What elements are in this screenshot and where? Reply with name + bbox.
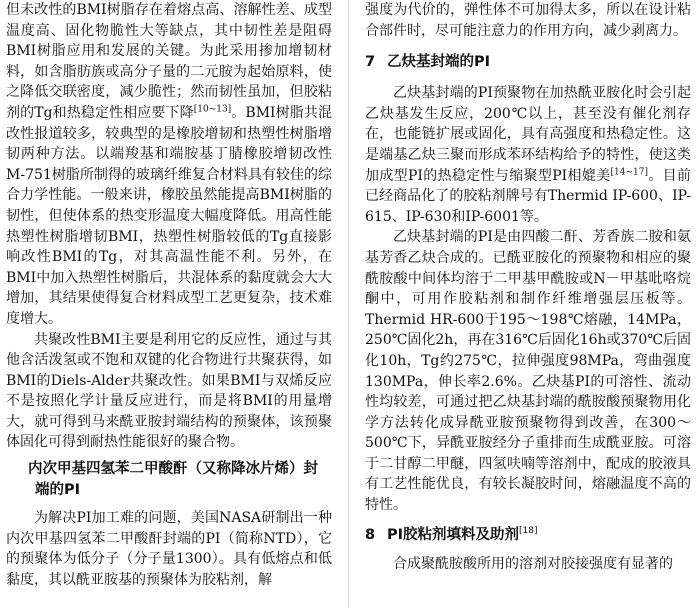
column-divider — [348, 0, 349, 608]
paragraph-text: 。目前已经商品化了的胶粘剂牌号有Thermid IP-600、IP-615、IP-630和IP-6001等。 — [365, 167, 691, 225]
body-paragraph-ntd: 为解决PI加工难的问题，美国NASA研制出一种内次甲基四氢苯二甲酸酐封端的PI（简称NTD），它的预聚体为低分子（分子量1300）。具有低熔点和低黏度，其以酰亚胺基的预聚体为胶粘剂，解 — [6, 510, 332, 588]
section-heading-6 — [6, 459, 332, 501]
section-title: PI胶粘剂填料及助剂 — [387, 526, 520, 543]
section-number: 8 — [365, 526, 376, 543]
left-column — [6, 0, 332, 590]
body-paragraph-synthesis: 乙炔基封端的PI是由四酸二酐、芳香族二胺和氨基芳香乙炔合成的。已酰亚胺化的预聚物和相应的聚酰胺酸中间体均溶于二甲基甲酰胺或N－甲基吡咯烷酮中，可用作胶粘剂和制作纤维增强层压板等。Thermid HR-600于195～198℃熔融，14MPa，250℃固化2h，再在316℃后固化16h或370℃后固化10h，Tg约275℃，拉伸强度98MPa，弯曲强度130MPa，伸长率2.6%。乙炔基PI的可溶性、流动性均较差，可通过把乙炔基封端的酰胺酸预聚物用化学方法转化成异酰亚胺预聚物得到改善，在300～500℃下，异酰亚胺经分子重排而生成酰亚胺。可溶于二甘醇二甲醚，四氢呋喃等溶剂中，配成的胶液具有工艺性能优良，有较长凝胶时间，熔融温度不高的特性。 — [365, 229, 691, 514]
citation-ref: [18] — [519, 525, 538, 536]
body-paragraph-solvent: 合成聚酰胺酸所用的溶剂对胶接强度有显著的 — [393, 555, 673, 572]
paragraph-text: 乙炔基封端的PI预聚物在加热酰亚胺化时会引起乙炔基发生反应，200℃以上，甚至没有催化剂存在，也能链扩展或固化，具有高强度和热稳定性。这是端基乙炔三聚而形成苯环结构给予的特性，使这类加成型PI的热稳定性与缩聚型PI相媲美 — [365, 85, 691, 184]
body-paragraph-acetylene — [365, 83, 691, 227]
citation-ref: [10~13] — [193, 104, 232, 115]
body-paragraph-continuation: 强度为代价的，弹性体不可加得太多，所以在设计粘合部件时，尽可能注意力的作用方向，减少剥离力。 — [365, 2, 691, 39]
section-number: 7 — [365, 54, 376, 71]
section-heading-8 — [365, 525, 691, 546]
body-paragraph-bmi-toughening — [6, 0, 332, 330]
section-title: 内次甲基四氢苯二甲酸酐（又称降冰片烯）封端的PI — [28, 461, 318, 499]
section-number — [6, 459, 28, 480]
paragraph-text: 。BMI树脂共混改性报道较多，较典型的是橡胶增韧和热塑性树脂增韧两种方法。以端羧基和端胺基丁腈橡胶增韧改性M-751树脂所制得的玻璃纤维复合材料具有较佳的综合力学性能。一般来讲，橡胶虽然能提高BMI树脂的韧性，但使体系的热变形温度大幅度降低。用高性能热塑性树脂增韧BMI，热塑性树脂较低的Tg直接影响改性BMI的Tg，对其高温性能不利。另外，在BMI中加入热塑性树脂后，共混体系的黏度就会大大增加，其结果使得复合材料成型工艺更复杂，技术难度增大。 — [6, 104, 332, 327]
section-title: 乙炔基封端的PI — [387, 54, 491, 71]
paragraph-text: 但未改性的BMI树脂存在着熔点高、溶解性差、成型温度高、固化物脆性大等缺点，其中韧性差是阻碍BMI树脂应用和发展的关键。为此采用掺加增韧材料，如含脂肪族或高分子量的二元胺为起始原料，使之降低交联密度，减少脆性；然而韧性虽加，但胶粘剂的Tg和热稳定性相应要下降 — [6, 2, 332, 121]
citation-ref: [14~17] — [610, 166, 648, 177]
right-column — [365, 0, 691, 574]
section-heading-7 — [365, 52, 691, 73]
body-paragraph-copolymer: 共聚改性BMI主要是利用它的反应性，通过与其他含活泼氢或不饱和双键的化合物进行共聚获得，如BMI的Diels-Alder共聚改性。如果BMI与双烯反应不是按照化学计量反应进行，而是将BMI的用量增大，就可得到马来酰亚胺封端结构的预聚体，该预聚体固化可得到耐热性能很好的聚合物。 — [6, 331, 332, 451]
